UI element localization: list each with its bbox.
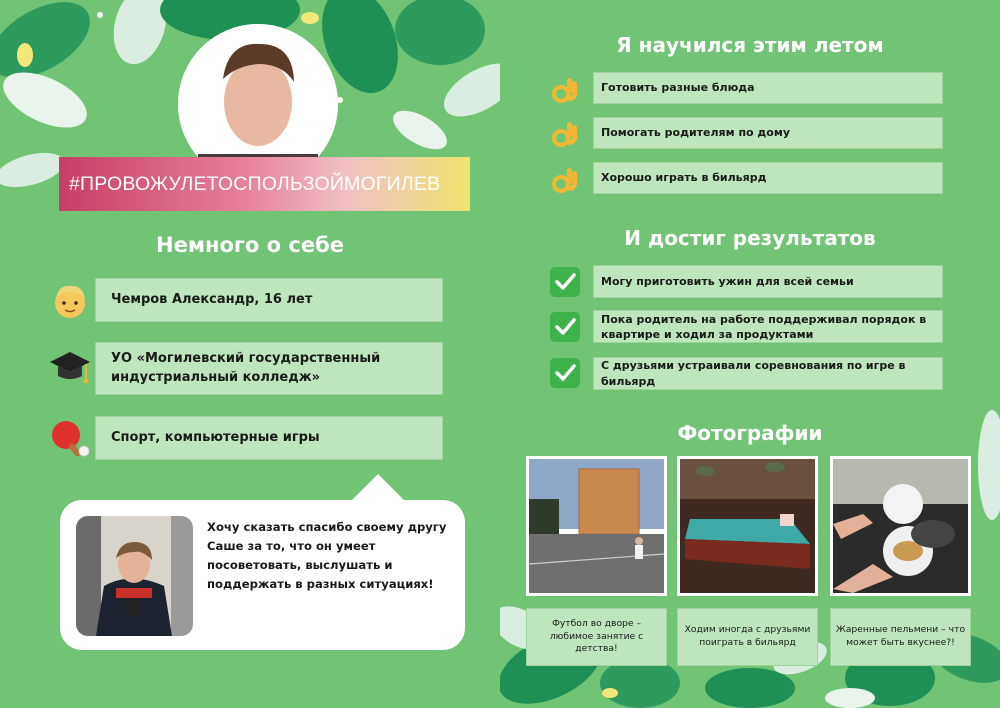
ping-pong-icon <box>48 417 92 461</box>
photo-football <box>526 456 667 596</box>
learned-item: Помогать родителям по дому <box>593 117 943 149</box>
result-item: С друзьями устраивали соревнования по игре в бильярд <box>593 357 943 390</box>
friend-photo <box>76 516 193 636</box>
photo-billiard <box>677 456 818 596</box>
photo-caption: Ходим иногда с друзьями поиграть в бильярд <box>677 608 818 666</box>
photo-caption: Жаренные пельмени – что может быть вкуснее?! <box>830 608 971 666</box>
thanks-text: Хочу сказать спасибо своему другу Саше за то, что он умеет посоветовать, выслушать и поддержать в разных ситуациях! <box>207 520 447 591</box>
learned-item: Хорошо играть в бильярд <box>593 162 943 194</box>
result-item: Могу приготовить ужин для всей семьи <box>593 265 943 298</box>
learned-heading: Я научился этим летом <box>616 33 884 57</box>
photo-caption: Футбол во дворе – любимое занятие с детства! <box>526 608 667 666</box>
learned-item: Готовить разные блюда <box>593 72 943 104</box>
boy-face-icon <box>50 281 90 321</box>
about-item-hobbies: Спорт, компьютерные игры <box>95 416 443 460</box>
ok-hand-icon <box>550 116 582 152</box>
check-mark-icon <box>549 311 581 343</box>
about-heading: Немного о себе <box>156 233 344 257</box>
photos-heading: Фотографии <box>677 421 823 445</box>
graduation-cap-icon <box>48 346 92 390</box>
results-heading: И достиг результатов <box>624 226 876 250</box>
hashtag-banner: #ПРОВОЖУЛЕТОСПОЛЬЗОЙМОГИЛЕВ <box>59 157 470 211</box>
check-mark-icon <box>549 266 581 298</box>
ok-hand-icon <box>550 162 582 198</box>
ok-hand-icon <box>550 72 582 108</box>
photo-dumplings <box>830 456 971 596</box>
speech-bubble-tail <box>350 474 406 502</box>
about-item-name: Чемров Александр, 16 лет <box>95 278 443 322</box>
check-mark-icon <box>549 357 581 389</box>
result-item: Пока родитель на работе поддерживал порядок в квартире и ходил за продуктами <box>593 310 943 343</box>
about-item-college: УО «Могилевский государственный индустриальный колледж» <box>95 342 443 395</box>
